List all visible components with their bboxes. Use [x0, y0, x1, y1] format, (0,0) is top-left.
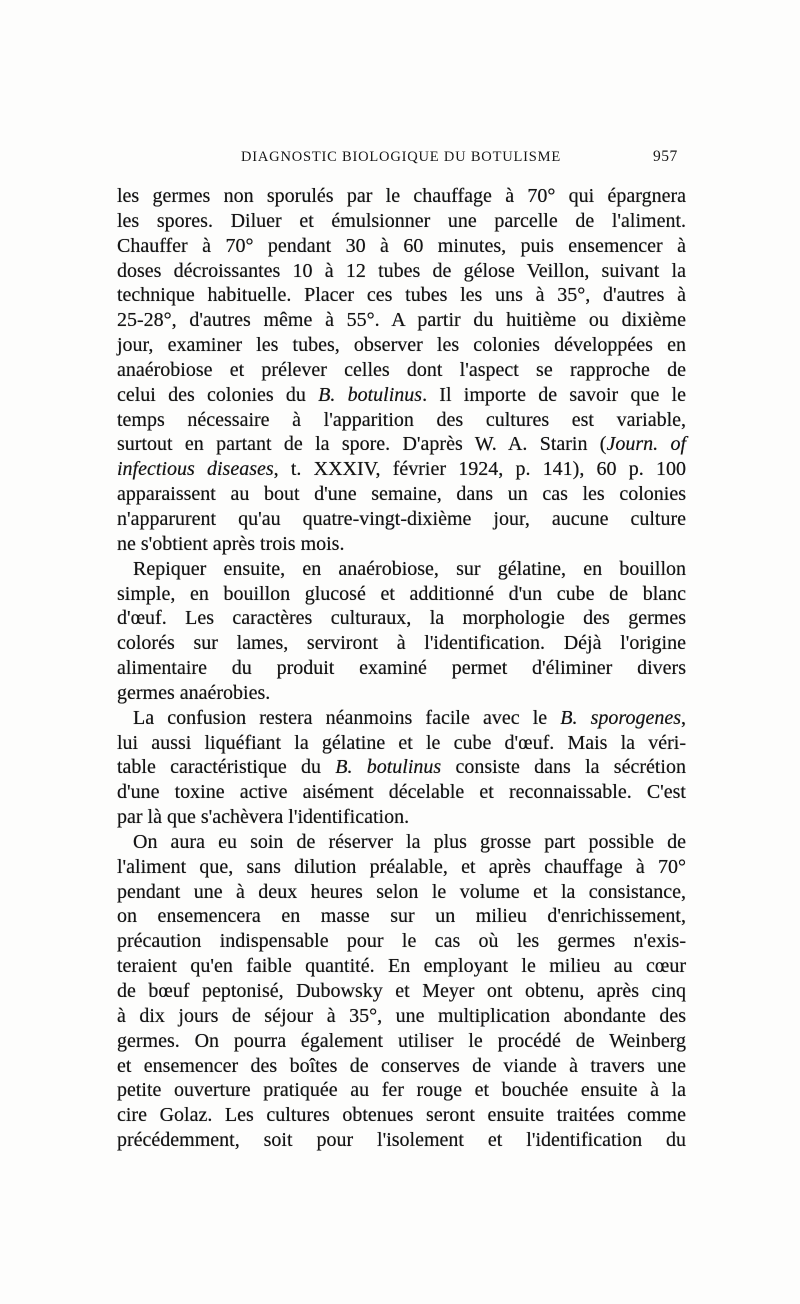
- text-run: surtout en partant de la spore. D'après W. A. Starin (: [117, 433, 607, 456]
- text-line: [117, 631, 686, 656]
- text-run: lui aussi liquéfiant la gélatine et le cube d'œuf. Mais la véri-: [117, 731, 686, 754]
- text-run: temps nécessaire à l'apparition des cultures est variable,: [117, 408, 686, 431]
- text-run: l'aliment que, sans dilution préalable, et après chauffage à 70°: [117, 855, 686, 878]
- text-line: [117, 1128, 686, 1153]
- text-line: [117, 308, 686, 333]
- text-run: , t. XXXIV, février 1924, p. 141), 60 p. 100: [273, 458, 686, 481]
- text-run: technique habituelle. Placer ces tubes les uns à 35°, d'autres à: [117, 284, 686, 307]
- text-line: [117, 184, 686, 209]
- text-run: jour, examiner les tubes, observer les colonies développées en: [117, 334, 686, 357]
- text-run: on ensemencera en masse sur un milieu d'enrichissement,: [117, 905, 686, 928]
- text-run: La confusion restera néanmoins facile avec le: [133, 706, 561, 729]
- text-run: celui des colonies du: [117, 383, 319, 406]
- text-run: anaérobiose et prélever celles dont l'aspect se rapproche de: [117, 358, 686, 381]
- text-run: apparaissent au bout d'une semaine, dans un cas les colonies: [117, 483, 686, 506]
- text-line: [117, 805, 686, 830]
- text-run: petite ouverture pratiquée au fer rouge et bouchée ensuite à la: [117, 1079, 686, 1102]
- text-line: [117, 582, 686, 607]
- italic-text: Journ. of: [606, 433, 687, 456]
- text-line: [117, 259, 686, 284]
- text-run: . Il importe de savoir que le: [422, 383, 686, 406]
- running-title: DIAGNOSTIC BIOLOGIQUE DU BOTULISME: [241, 149, 561, 165]
- paragraph: [117, 830, 686, 1153]
- text-run: les spores. Diluer et émulsionner une parcelle de l'aliment.: [117, 209, 686, 232]
- paragraph: [117, 184, 686, 557]
- text-run: et ensemencer des boîtes de conserves de viande à travers une: [117, 1054, 686, 1077]
- italic-text: infectious diseases: [117, 458, 274, 481]
- text-run: d'œuf. Les caractères culturaux, la morphologie des germes: [117, 607, 686, 630]
- text-line: [117, 1029, 686, 1054]
- text-line: [117, 755, 686, 780]
- text-run: à dix jours de séjour à 35°, une multiplication abondante des: [117, 1004, 686, 1027]
- text-run: Repiquer ensuite, en anaérobiose, sur gélatine, en bouillon: [133, 557, 686, 580]
- text-run: précaution indispensable pour le cas où les germes n'exis-: [117, 930, 686, 953]
- text-line: [117, 830, 686, 855]
- body-text: [117, 184, 686, 1153]
- text-run: d'une toxine active aisément décelable et reconnaissable. C'est: [117, 781, 686, 804]
- text-line: [117, 954, 686, 979]
- text-line: [117, 929, 686, 954]
- italic-text: B. sporogenes: [560, 706, 682, 729]
- text-run: par là que s'achèvera l'identification.: [117, 806, 410, 829]
- paragraph: [117, 557, 686, 706]
- text-line: [117, 482, 686, 507]
- text-line: [117, 656, 686, 681]
- text-line: [117, 904, 686, 929]
- text-line: [117, 1078, 686, 1103]
- text-run: doses décroissantes 10 à 12 tubes de gélose Veillon, suivant la: [117, 259, 686, 282]
- paragraph: [117, 706, 686, 830]
- text-run: colorés sur lames, serviront à l'identification. Déjà l'origine: [117, 632, 686, 655]
- text-run: précédemment, soit pour l'isolement et l'identification du: [117, 1129, 686, 1152]
- text-line: [117, 880, 686, 905]
- text-run: alimentaire du produit examiné permet d'éliminer divers: [117, 657, 686, 680]
- text-line: [117, 731, 686, 756]
- text-line: [117, 606, 686, 631]
- text-line: [117, 532, 686, 557]
- text-run: Chauffer à 70° pendant 30 à 60 minutes, puis ensemencer à: [117, 234, 686, 257]
- text-run: n'apparurent qu'au quatre-vingt-dixième jour, aucune culture: [117, 507, 686, 530]
- italic-text: B. botulinus: [318, 383, 423, 406]
- text-run: les germes non sporulés par le chauffage à 70° qui épargnera: [117, 185, 686, 207]
- text-line: [117, 1054, 686, 1079]
- text-line: [117, 432, 686, 457]
- text-line: [117, 283, 686, 308]
- text-line: [117, 557, 686, 582]
- text-run: On aura eu soin de réserver la plus grosse part possible de: [133, 830, 686, 853]
- text-run: ne s'obtient après trois mois.: [117, 532, 345, 555]
- text-line: [117, 358, 686, 383]
- italic-text: B. botulinus: [335, 756, 442, 779]
- text-run: ,: [681, 706, 687, 729]
- text-line: [117, 706, 686, 731]
- text-line: [117, 1004, 686, 1029]
- text-line: [117, 383, 686, 408]
- page-number: 957: [653, 148, 678, 165]
- text-line: [117, 681, 686, 706]
- text-run: simple, en bouillon glucosé et additionné d'un cube de blanc: [117, 582, 686, 605]
- text-run: consiste dans la sécrétion: [441, 756, 686, 779]
- text-run: pendant une à deux heures selon le volume et la consistance,: [117, 880, 686, 903]
- text-line: [117, 234, 686, 259]
- text-run: table caractéristique du: [117, 756, 336, 779]
- text-line: [117, 1103, 686, 1128]
- text-line: [117, 209, 686, 234]
- text-run: germes. On pourra également utiliser le procédé de Weinberg: [117, 1029, 686, 1052]
- text-run: germes anaérobies.: [117, 681, 271, 704]
- text-line: [117, 855, 686, 880]
- text-line: [117, 457, 686, 482]
- text-run: teraient qu'en faible quantité. En employant le milieu au cœur: [117, 955, 686, 978]
- text-line: [117, 979, 686, 1004]
- text-line: [117, 780, 686, 805]
- text-run: cire Golaz. Les cultures obtenues seront ensuite traitées comme: [117, 1104, 686, 1127]
- text-line: [117, 333, 686, 358]
- text-line: [117, 507, 686, 532]
- text-run: de bœuf peptonisé, Dubowsky et Meyer ont obtenu, après cinq: [117, 980, 686, 1002]
- text-run: 25-28°, d'autres même à 55°. A partir du huitième ou dixième: [117, 309, 686, 332]
- text-line: [117, 408, 686, 433]
